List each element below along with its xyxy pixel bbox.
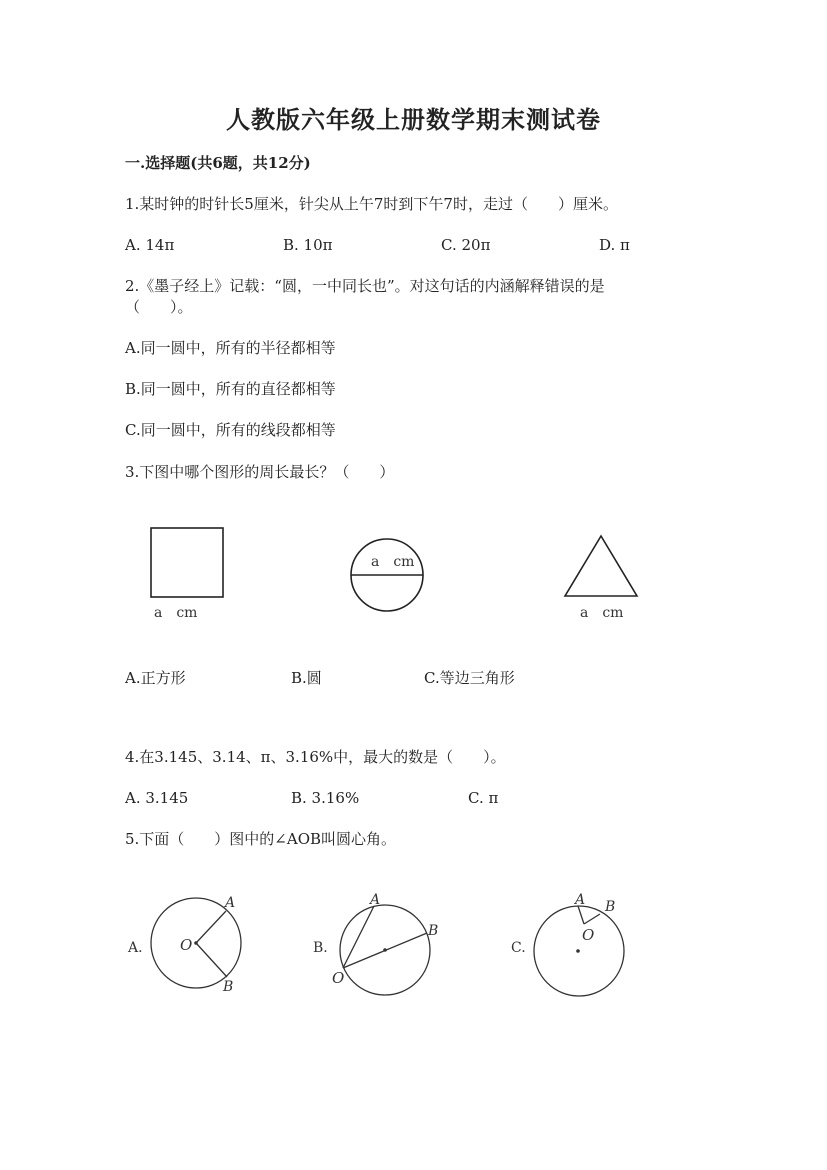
circle-figure-b <box>310 890 450 1000</box>
triangle-side-label: a cm <box>580 605 624 621</box>
question-3-stem: 3.下图中哪个图形的周长最长？（ ） <box>125 463 395 481</box>
figure-c-segment-oa <box>578 906 584 924</box>
figure-c-point-o: O <box>582 926 595 944</box>
figure-c-option-label: C. <box>511 940 526 956</box>
circle-figure-c <box>508 890 648 1005</box>
circle-diameter-label: a cm <box>371 554 415 570</box>
figure-b-point-o: O <box>332 969 345 987</box>
figure-c-point-b: B <box>605 899 616 915</box>
figure-b-point-b: B <box>428 923 439 939</box>
question-5-stem: 5.下面（ ）图中的∠AOB叫圆心角。 <box>125 830 397 848</box>
q1-option-a: A. 14π <box>125 236 175 254</box>
q4-option-b: B. 3.16% <box>291 789 360 807</box>
q3-option-b: B.圆 <box>291 669 322 687</box>
figure-b-option-label: B. <box>313 940 328 956</box>
q4-option-a: A. 3.145 <box>125 789 189 807</box>
q1-option-b: B. 10π <box>283 236 333 254</box>
circle-figure-a <box>125 890 255 1000</box>
question-1-stem: 1.某时钟的时针长5厘米，针尖从上午7时到下午7时，走过（ ）厘米。 <box>125 195 618 213</box>
figure-a-radius-oa <box>196 911 226 943</box>
figure-c-center-dot <box>576 949 580 953</box>
q3-option-a: A.正方形 <box>125 669 186 687</box>
question-2-stem-line2: （ ）。 <box>125 298 193 316</box>
q2-option-a: A.同一圆中，所有的半径都相等 <box>125 339 336 357</box>
figure-c-point-a: A <box>575 892 586 908</box>
figure-a-point-o: O <box>180 936 193 954</box>
q1-option-d: D. π <box>599 236 630 254</box>
q1-option-c: C. 20π <box>441 236 491 254</box>
figure-a-point-b: B <box>223 979 234 995</box>
triangle-shape <box>565 536 637 596</box>
page-title: 人教版六年级上册数学期末测试卷 <box>226 105 601 134</box>
circle-figure <box>345 530 435 610</box>
figure-b-center-dot <box>383 948 387 952</box>
q4-option-c: C. π <box>468 789 499 807</box>
figure-b-chord-oa <box>343 906 374 968</box>
section-heading: 一.选择题(共6题，共12分) <box>125 154 311 172</box>
q3-option-c: C.等边三角形 <box>424 669 515 687</box>
q2-option-b: B.同一圆中，所有的直径都相等 <box>125 380 336 398</box>
figure-a-center-dot <box>194 941 198 945</box>
figure-a-point-a: A <box>225 895 236 911</box>
triangle-figure <box>560 530 650 620</box>
square-side-label: a cm <box>154 605 198 621</box>
figure-b-point-a: A <box>370 892 381 908</box>
question-2-stem-line1: 2.《墨子经上》记载：“圆，一中同长也”。对这句话的内涵解释错误的是 <box>125 277 605 295</box>
question-4-stem: 4.在3.145、3.14、π、3.16%中，最大的数是（ ）。 <box>125 748 506 766</box>
square-figure <box>140 520 240 630</box>
figure-c-segment-ob <box>584 914 600 924</box>
q2-option-c: C.同一圆中，所有的线段都相等 <box>125 421 336 439</box>
square-shape <box>151 528 223 597</box>
figure-a-radius-ob <box>196 943 227 977</box>
figure-a-option-label: A. <box>128 940 143 956</box>
